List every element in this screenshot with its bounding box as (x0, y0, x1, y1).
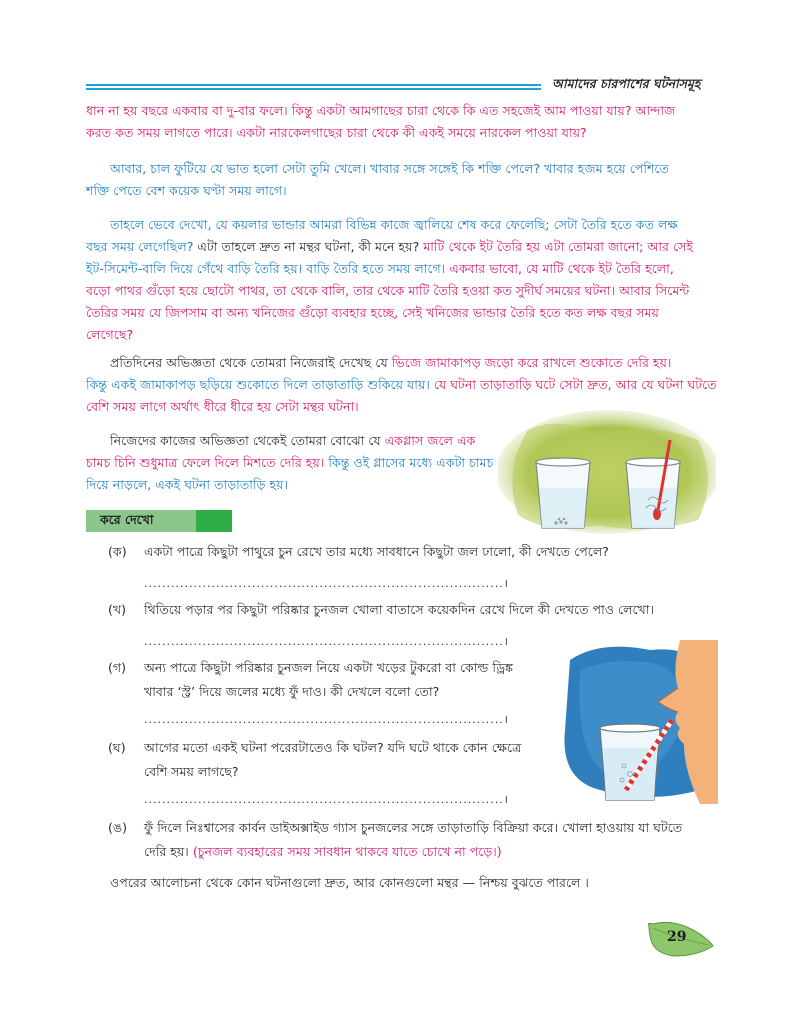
question-number: (ঘ) (108, 740, 126, 755)
question-kha (108, 598, 654, 622)
safety-note: (চুনজল ব্যবহারের সময় সাবধান থাকবে যাতে চোখে না পড়ে।) (192, 844, 502, 859)
paragraph-5 (86, 430, 493, 496)
answer-line: ................................................................................। (144, 635, 509, 648)
paragraph-4-line-2b: যে ঘটনা তাড়াতাড়ি ঘটে সেটা দ্রুত, আর যে ঘটনা ঘটতে (433, 377, 717, 392)
sugar-glasses-illustration (498, 410, 716, 536)
paragraph-5-line-1b: একগ্লাস জলে এক (384, 433, 476, 448)
page-number-badge (645, 920, 715, 960)
question-text-line-2: খাবার ‘স্ট্র’ দিয়ে জলের মধ্যে ফুঁ দাও। কী দেখলে বলো তো? (144, 684, 440, 699)
paragraph-3-line-2a: বছর সময় লেগেছিল? (86, 239, 198, 254)
paragraph-2-line-1: আবার, চাল ফুটিয়ে যে ভাত হলো সেটা তুমি খেলে। খাবার সঙ্গে সঙ্গেই কি শক্তি পেলে? খাবার হজম হয়ে পেশিতে (110, 161, 669, 176)
question-ka (108, 540, 609, 564)
question-ga (108, 656, 513, 704)
activity-heading-box (86, 510, 232, 532)
paragraph-1-line-1: ধান না হয় বছরে একবার বা দু-বার ফলে। কিন্তু একটা আমগাছের চারা থেকে কি এত সহজেই আম পাওয়া যায়? আন্দাজ (86, 103, 676, 118)
paragraph-3-line-3a: ইট-সিমেন্ট-বালি দিয়ে গেঁথে বাড়ি তৈরি হয়। বাড়ি তৈরি হতে সময় লাগে। (86, 261, 450, 276)
paragraph-5-line-2b: কিন্তু ওই গ্লাসের মধ্যে একটা চামচ (328, 455, 494, 470)
question-text: থিতিয়ে পড়ার পর কিছুটা পরিষ্কার চুনজল খোলা বাতাসে কয়েকদিন রেখে দিলে কী দেখতে পাও লেখো। (144, 602, 654, 617)
paragraph-3-line-5: তৈরির সময় যে জিপসাম বা অন্য খনিজের গুঁড়ো ব্যবহার হচ্ছে, সেই খনিজের ভান্ডার তৈরি হতে কত লক্ষ বছর সময় (86, 305, 659, 320)
answer-line: ................................................................................। (144, 577, 509, 590)
paragraph-2-line-2: শক্তি পেতে বেশ কয়েক ঘণ্টা সময় লাগে। (86, 183, 287, 198)
paragraph-3-line-1: তাহলে ভেবে দেখো, যে কয়লার ভান্ডার আমরা বিভিন্ন কাজে জ্বালিয়ে শেষ করে ফেলেছি; সেটা তৈরি হতে কত লক্ষ (110, 217, 678, 232)
question-number: (খ) (108, 602, 127, 617)
question-number: (ঙ) (108, 820, 128, 835)
question-text-line-2a: দেরি হয়। (144, 844, 193, 859)
question-text: অন্য পাত্রে কিছুটা পরিষ্কার চুনজল নিয়ে একটা খড়ের টুকরো বা কোল্ড ড্রিঙ্ক (144, 660, 514, 675)
paragraph-4 (86, 352, 717, 418)
answer-line: ................................................................................। (144, 793, 509, 806)
paragraph-3-line-3b: একবার ভাবো, যে মাটি থেকে ইট তৈরি হলো, (449, 261, 674, 276)
paragraph-1-line-2: করত কত সময় লাগতে পারে। একটা নারকেলগাছের চারা থেকে কী একই সময়ে নারকেল পাওয়া যায়? (86, 125, 587, 140)
activity-heading: করে দেখো (100, 512, 154, 527)
running-header-title: আমাদের চারপাশের ঘটনাসমূহ (552, 76, 701, 91)
paragraph-3-question: এটা তাহলে দ্রুত না মন্থর ঘটনা, কী মনে হয়? (197, 239, 424, 254)
straw-blowing-illustration (560, 640, 718, 804)
paragraph-2 (86, 158, 669, 202)
paragraph-5-line-3: দিয়ে নাড়লে, একই ঘটনা তাড়াতাড়ি হয়। (86, 477, 289, 492)
answer-line: ................................................................................। (144, 713, 509, 726)
paragraph-5-line-2a: চামচ চিনি শুধুমাত্র ফেলে দিলে মিশতে দেরি হয়। (86, 455, 329, 470)
page-number: 29 (667, 929, 687, 945)
paragraph-4-line-2a: কিন্তু একই জামাকাপড় ছড়িয়ে শুকোতে দিলে তাড়াতাড়ি শুকিয়ে যায়। (86, 377, 434, 392)
question-number: (গ) (108, 660, 127, 675)
question-text: একটা পাত্রে কিছুটা পাথুরে চুন রেখে তার মধ্যে সাবধানে কিছুটা জল ঢালো, কী দেখতে পেলে? (144, 544, 609, 559)
paragraph-3-line-4: বড়ো পাথর গুঁড়ো হয়ে ছোটো পাথর, তা থেকে বালি, তার থেকে মাটি তৈরি হওয়া কত সুদীর্ঘ সময়ের ঘটনা। আবার সিমেন্ট (86, 283, 690, 298)
paragraph-3 (86, 214, 693, 346)
question-text-line-2: বেশি সময় লাগছে? (144, 764, 239, 779)
paragraph-5-line-1a: নিজেদের কাজের অভিজ্ঞতা থেকেই তোমরা বোঝো যে (110, 433, 385, 448)
conclusion: ওপরের আলোচনা থেকে কোন ঘটনাগুলো দ্রুত, আর কোনগুলো মন্থর — নিশ্চয় বুঝতে পারলে । (110, 875, 589, 890)
paragraph-1 (86, 100, 675, 144)
paragraph-3-line-6: লেগেছে? (86, 327, 134, 342)
question-text: ফুঁ দিলে নিঃশ্বাসের কার্বন ডাইঅক্সাইড গ্যাস চুনজলের সঙ্গে তাড়াতাড়ি বিক্রিয়া করে। খোলা হাওয়ায় যা ঘটতে (144, 820, 683, 835)
header-rule (86, 84, 541, 90)
paragraph-4-line-3: বেশি সময় লাগে অর্থাৎ ধীরে ধীরে হয় সেটা মন্থর ঘটনা। (86, 399, 359, 414)
paragraph-4-line-1b: ভিজে জামাকাপড় জড়ো করে রাখলে শুকোতে দেরি হয়। (391, 355, 672, 370)
paragraph-4-line-1a: প্রতিদিনের অভিজ্ঞতা থেকে তোমরা নিজেরাই দেখেছ যে (110, 355, 392, 370)
question-gha (108, 736, 521, 784)
question-text: আগের মতো একই ঘটনা পরেরটাতেও কি ঘটল? যদি ঘটে থাকে কোন ক্ষেত্রে (144, 740, 522, 755)
question-uma (108, 816, 682, 864)
paragraph-3-line-2c: মাটি থেকে ইট তৈরি হয় এটা তোমরা জানো; আর সেই (423, 239, 693, 254)
question-number: (ক) (108, 544, 127, 559)
